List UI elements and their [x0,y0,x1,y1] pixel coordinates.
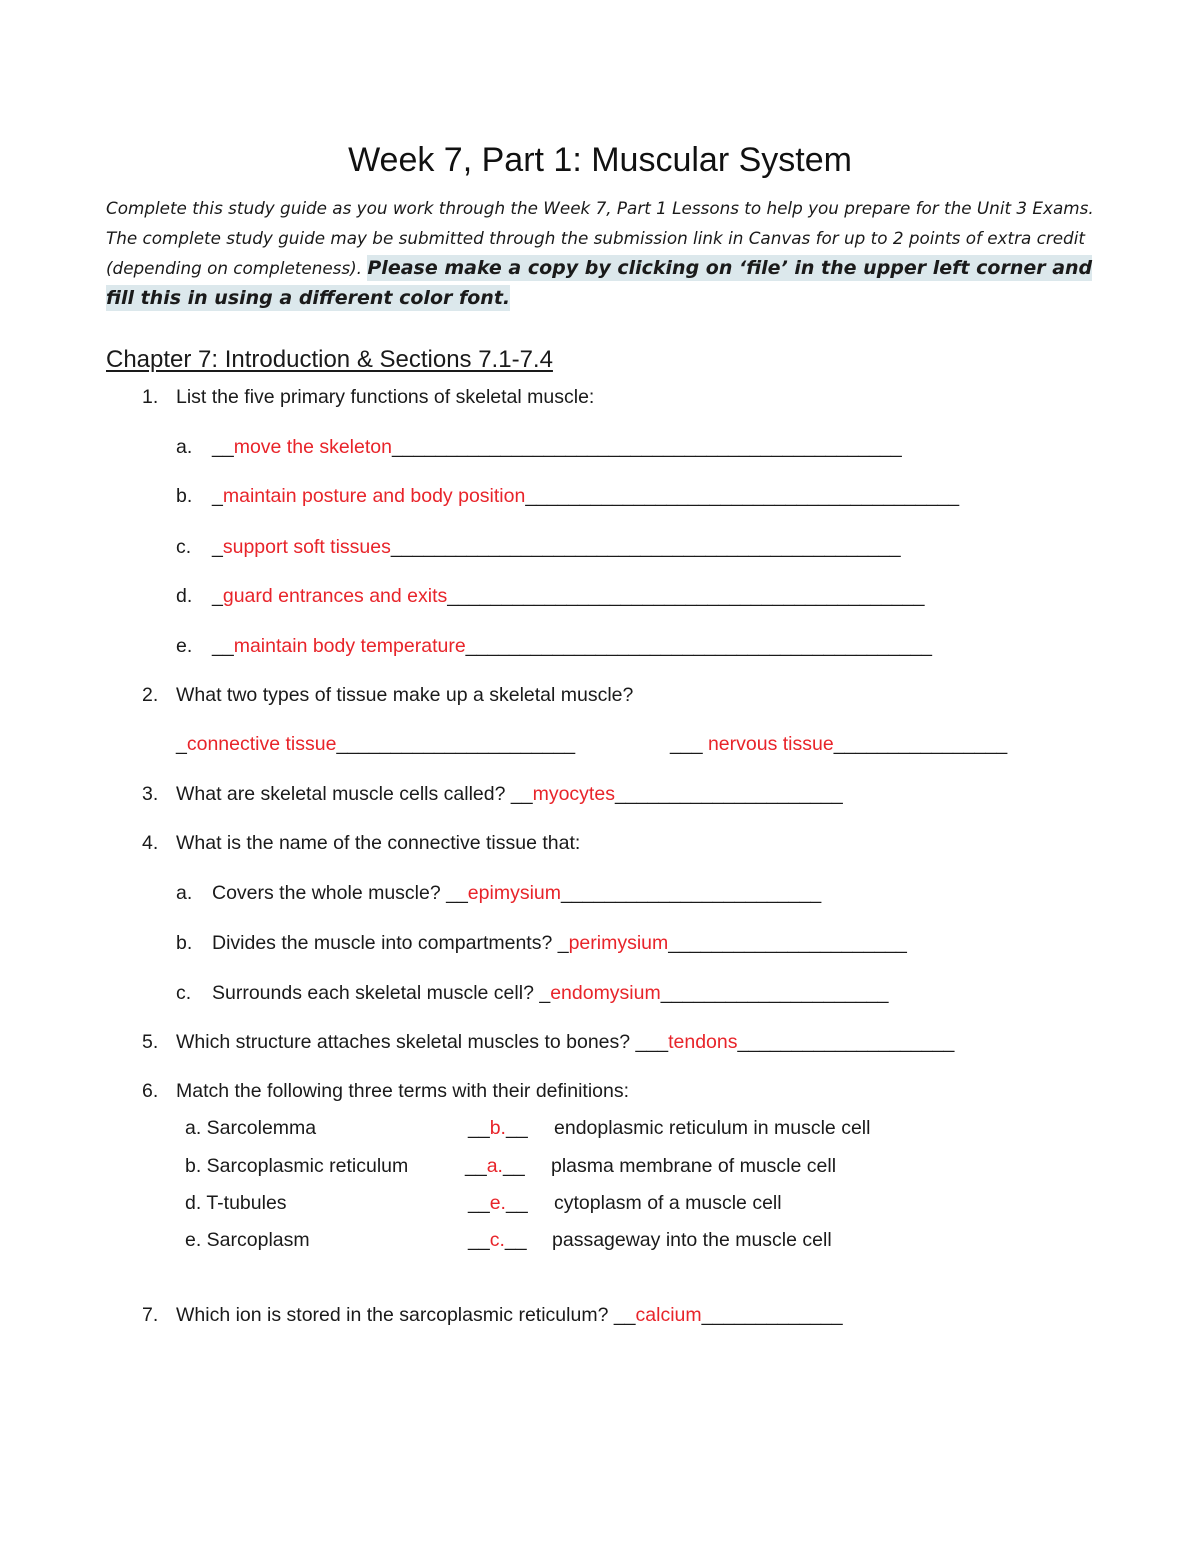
answer: myocytes [532,783,615,805]
answer: a. [486,1155,503,1177]
question-7 [142,1302,843,1328]
match-answer [465,1153,525,1179]
q2-answer-2 [670,731,1007,757]
blank: _____________________ [660,982,889,1004]
question-text: Match the following three terms with their definitions: [176,1080,630,1102]
blank: ______________________ [668,932,907,954]
answer: nervous tissue [707,733,834,755]
question-text: List the five primary functions of skeletal muscle: [176,386,595,408]
item-letter: a. [176,436,193,458]
item-letter: b. [176,932,193,954]
answer: e. [489,1192,506,1214]
answer: move the skeleton [233,436,392,458]
intro-paragraph [106,193,1096,313]
answer: endomysium [550,982,661,1004]
match-definition: endoplasmic reticulum in muscle cell [554,1117,871,1139]
blank: ____________________________________________ [447,585,925,607]
question-number: 1. [142,386,159,408]
question-6 [142,1078,629,1104]
answer: b. [489,1117,506,1139]
q1-item-a [176,434,902,460]
answer: c. [489,1229,505,1251]
match-term: d. T-tubules [185,1192,287,1214]
q1-item-d [176,583,924,609]
blank: __ [468,1229,490,1251]
question-text: What are skeletal muscle cells called? __ [176,783,533,805]
question-4 [142,830,580,856]
blank: _ [176,733,187,755]
blank: __ [465,1155,487,1177]
item-letter: d. [176,585,193,607]
blank: __ [505,1117,528,1139]
blank: __ [502,1155,525,1177]
blank: ________________________________________ [525,485,960,507]
q1-item-e [176,633,932,659]
match-term: a. Sarcolemma [185,1117,317,1139]
blank: ____________________ [737,1031,955,1053]
match-definition: passageway into the muscle cell [552,1229,832,1251]
blank: _____________ [701,1304,843,1326]
q4-item-c [176,980,888,1006]
question-number: 3. [142,783,159,805]
q1-item-b [176,483,959,509]
blank: __ [468,1192,490,1214]
blank: __ [504,1229,527,1251]
q2-answer-1 [176,731,575,757]
answer: connective tissue [186,733,337,755]
intro-text: Complete this study guide as you work through the Week 7, Part 1 Lessons to help you prepare for the Unit 3 Exams. The complete study guide may be submitted through the submission link in Canvas for up to 2 points of extra credit (depending on completeness). [106,198,1094,278]
question-number: 7. [142,1304,159,1326]
question-5 [142,1029,954,1055]
question-2 [142,682,633,708]
blank: _ [212,536,223,558]
blank: _______________________________________________ [391,436,902,458]
answer: tendons [668,1031,738,1053]
item-letter: b. [176,485,193,507]
match-answer [468,1190,528,1216]
match-term: b. Sarcoplasmic reticulum [185,1155,409,1177]
question-text: What two types of tissue make up a skeletal muscle? [176,684,634,706]
match-answer [468,1115,528,1141]
blank: ___ [670,733,708,755]
chapter-heading: Chapter 7: Introduction & Sections 7.1-7.4 [106,346,553,373]
blank: _ [212,585,223,607]
question-number: 6. [142,1080,159,1102]
blank: _____________________ [614,783,843,805]
blank: ________________ [833,733,1008,755]
answer: maintain posture and body position [222,485,526,507]
match-definition: plasma membrane of muscle cell [551,1155,837,1177]
q4-item-b [176,930,907,956]
question-number: 2. [142,684,159,706]
question-3 [142,781,843,807]
answer: perimysium [568,932,669,954]
item-letter: a. [176,882,193,904]
blank: ___________________________________________ [465,635,933,657]
match-term: e. Sarcoplasm [185,1229,310,1251]
question-text: Which ion is stored in the sarcoplasmic reticulum? __ [176,1304,636,1326]
blank: __ [468,1117,490,1139]
answer: maintain body temperature [233,635,466,657]
blank: _______________________________________________ [390,536,901,558]
item-letter: c. [176,536,192,558]
question-text: What is the name of the connective tissue that: [176,832,581,854]
item-letter: c. [176,982,192,1004]
answer: guard entrances and exits [222,585,448,607]
blank: __ [505,1192,528,1214]
question-number: 5. [142,1031,159,1053]
blank: ________________________ [560,882,822,904]
item-text: Divides the muscle into compartments? _ [212,932,569,954]
q1-item-c [176,534,901,560]
item-letter: e. [176,635,193,657]
item-text: Surrounds each skeletal muscle cell? _ [212,982,551,1004]
page-title: Week 7, Part 1: Muscular System [348,141,852,179]
intro-highlight: Please make a copy by clicking on ‘file’ in the upper left corner and fill this in using a different color font. [106,257,1093,309]
answer: calcium [635,1304,702,1326]
match-answer [468,1227,527,1253]
question-text: Which structure attaches skeletal muscles to bones? ___ [176,1031,669,1053]
blank: _ [212,485,223,507]
blank: __ [212,436,234,458]
item-text: Covers the whole muscle? __ [212,882,468,904]
blank: ______________________ [336,733,576,755]
answer: epimysium [467,882,561,904]
blank: __ [212,635,234,657]
q4-item-a [176,880,821,906]
question-1 [142,384,594,410]
answer: support soft tissues [222,536,391,558]
match-definition: cytoplasm of a muscle cell [554,1192,782,1214]
question-number: 4. [142,832,159,854]
